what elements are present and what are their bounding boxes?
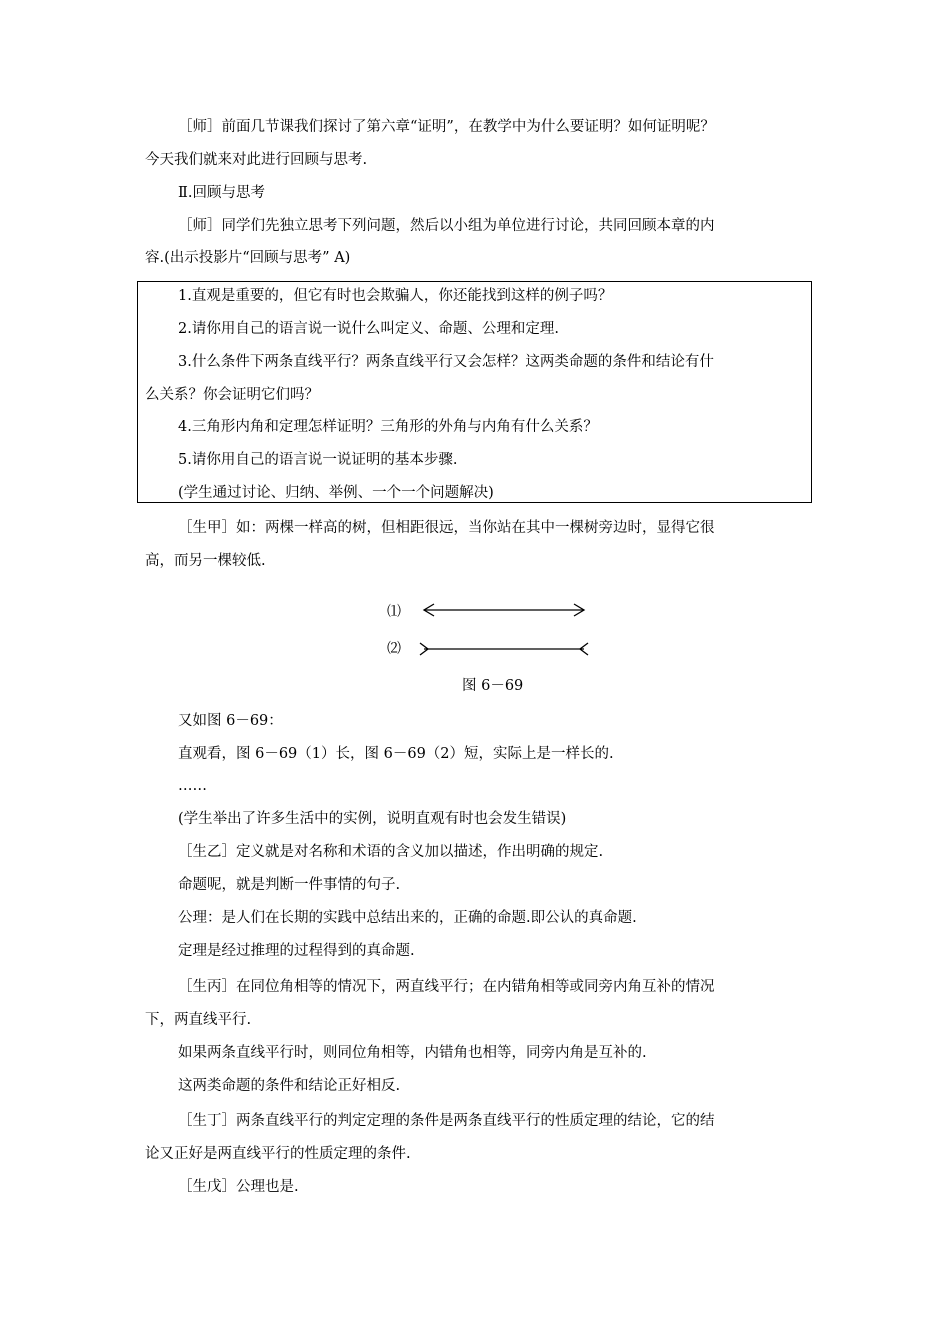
- body-p6: 命题呢，就是判断一件事情的句子.: [178, 877, 401, 893]
- body-p12-line-1: ［生丁］两条直线平行的判定定理的条件是两条直线平行的性质定理的结论，它的结: [178, 1113, 715, 1129]
- body-p11: 这两类命题的条件和结论正好相反.: [178, 1078, 401, 1094]
- instruction-line-1: ［师］同学们先独立思考下列问题，然后以小组为单位进行讨论，共同回顾本章的内: [178, 218, 715, 234]
- intro-line-1: ［师］前面几节课我们探讨了第六章“证明”，在教学中为什么要证明？如何证明呢？: [178, 119, 715, 135]
- body-p13: ［生戊］公理也是.: [178, 1179, 299, 1195]
- body-p9-line-1: ［生丙］在同位角相等的情况下，两直线平行；在内错角相等或同旁内角互补的情况: [178, 979, 715, 995]
- body-p1: 又如图 6－69：: [178, 713, 283, 729]
- body-p4: (学生举出了许多生活中的实例，说明直观有时也会发生错误): [178, 811, 567, 827]
- body-p5: ［生乙］定义就是对名称和术语的含义加以描述，作出明确的规定.: [178, 844, 604, 860]
- body-p9-line-2: 下，两直线平行.: [145, 1012, 252, 1028]
- figure-6-69: [380, 592, 610, 662]
- figure-caption: 图 6－69: [462, 678, 524, 694]
- segment-inward-arrows: [420, 643, 588, 655]
- body-p12-line-2: 论又正好是两直线平行的性质定理的条件.: [145, 1146, 411, 1162]
- figure-label-1: ⑴: [387, 604, 401, 620]
- question-3-line-2: 么关系？你会证明它们吗？: [145, 387, 319, 403]
- question-1: 1.直观是重要的，但它有时也会欺骗人，你还能找到这样的例子吗？: [178, 288, 613, 304]
- body-p10: 如果两条直线平行时，则同位角相等，内错角也相等，同旁内角是互补的.: [178, 1045, 647, 1061]
- question-2: 2.请你用自己的语言说一说什么叫定义、命题、公理和定理.: [178, 321, 559, 337]
- instruction-line-2: 容.(出示投影片“回顾与思考” A): [145, 250, 351, 266]
- body-p7: 公理：是人们在长期的实践中总结出来的，正确的命题.即公认的真命题.: [178, 910, 637, 926]
- body-p3: ……: [178, 778, 207, 794]
- section-heading: Ⅱ.回顾与思考: [178, 185, 265, 201]
- body-p2: 直观看，图 6－69（1）长，图 6－69（2）短，实际上是一样长的.: [178, 746, 614, 762]
- student-a-line-2: 高，而另一棵较低.: [145, 553, 266, 569]
- question-5: 5.请你用自己的语言说一说证明的基本步骤.: [178, 452, 458, 468]
- question-4: 4.三角形内角和定理怎样证明？三角形的外角与内角有什么关系？: [178, 419, 598, 435]
- body-p8: 定理是经过推理的过程得到的真命题.: [178, 943, 415, 959]
- intro-line-2: 今天我们就来对此进行回顾与思考.: [145, 152, 368, 168]
- student-a-line-1: ［生甲］如：两棵一样高的树，但相距很远，当你站在其中一棵树旁边时，显得它很: [178, 520, 715, 536]
- question-box-note: (学生通过讨论、归纳、举例、一个一个问题解决): [178, 485, 494, 501]
- question-3-line-1: 3.什么条件下两条直线平行？两条直线平行又会怎样？这两类命题的条件和结论有什: [178, 354, 714, 370]
- segment-outward-arrows: [424, 604, 584, 616]
- figure-label-2: ⑵: [387, 641, 401, 657]
